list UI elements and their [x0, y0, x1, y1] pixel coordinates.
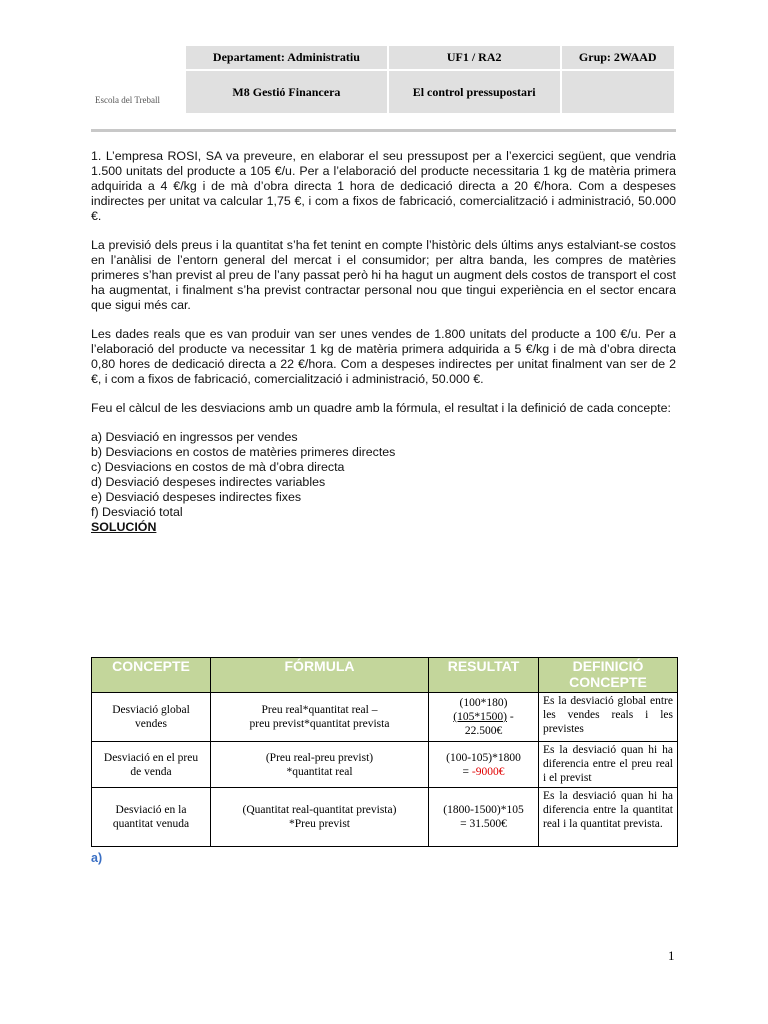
table-row	[92, 742, 678, 788]
header-department: Departament: Administratiu	[186, 46, 387, 69]
exercise-body	[91, 149, 676, 535]
column-header-definition: DEFINICIÓ CONCEPTE	[539, 658, 678, 693]
cell-definition: Es la desviació quan hi ha diferencia entre la quantitat real i la quantitat prevista.	[539, 788, 678, 847]
column-header-concept: CONCEPTE	[92, 658, 211, 693]
cell-definition: Es la desviació quan hi ha diferencia entre el preu real i el previst	[539, 742, 678, 788]
school-name: Escola del Treball	[95, 95, 160, 105]
list-item: f) Desviació total	[91, 505, 183, 519]
header-empty-cell	[562, 69, 674, 113]
deviation-table	[91, 657, 678, 847]
table-row	[92, 693, 678, 742]
cell-result: (100-105)*1800 = -9000€	[429, 742, 539, 788]
paragraph-actual-data: Les dades reals que es van produir van ser unes vendes de 1.800 unitats del producte a 100 €/u. Per a l’elaboració del producte va necessitar 1 kg de matèria primera adquirida a 5 €/kg i de mà d’obra directa 0,80 hores de dedicació directa a 22 €/hora. Com a despeses indirectes per unitat finalment van ser de 2 €, i com a fixos de fabricació, comercialització i administració, 50.000 €.	[91, 327, 676, 386]
list-item: b) Desviacions en costos de matèries primeres directes	[91, 445, 396, 459]
cell-formula: (Preu real-preu previst) *quantitat real	[211, 742, 429, 788]
list-item: d) Desviació despeses indirectes variables	[91, 475, 326, 489]
header-divider	[91, 129, 676, 132]
list-item: e) Desviació despeses indirectes fixes	[91, 490, 302, 504]
page-number: 1	[668, 948, 675, 963]
column-header-formula: FÓRMULA	[211, 658, 429, 693]
cell-concept: Desviació en el preu de venda	[92, 742, 211, 788]
header-unit: UF1 / RA2	[389, 46, 560, 69]
cell-definition: Es la desviació global entre les vendes reals i les previstes	[539, 693, 678, 742]
list-item: c) Desviacions en costos de mà d’obra directa	[91, 460, 345, 474]
paragraph-forecast: La previsió dels preus i la quantitat s’ha fet tenint en compte l’històric dels últims anys estalviant-se costos en l’anàlisi de l’entorn general del mercat i el consumidor; per altra banda, les compres de matèries primeres s’han previst al preu de l’any passat però hi ha hagut un augment dels costos de transport el cost ha augmentat, i finalment s’ha previst contractar personal nou que tingui experiència en el sector encara que sigui més car.	[91, 238, 676, 312]
cell-concept: Desviació en la quantitat venuda	[92, 788, 211, 847]
cell-result: (100*180) (105*1500) - 22.500€	[429, 693, 539, 742]
paragraph-statement: 1. L’empresa ROSI, SA va preveure, en elaborar el seu pressupost per a l’exercici següent, que vendria 1.500 unitats del producte a 105 €/u. Per a l’elaboració del producte necessitaria 1 kg de matèria primera adquirida a 4 €/kg i de mà d’obra directa 1 hora de dedicació directa a 20 €/hora. Com a despeses indirectes per unitat va calcular 1,75 €, i com a fixos de fabricació, comercialització i administració, 50.000 €.	[91, 149, 676, 223]
paragraph-instructions: Feu el càlcul de les desviacions amb un quadre amb la fórmula, el resultat i la definició de cada concepte:	[91, 401, 671, 415]
column-header-result: RESULTAT	[429, 658, 539, 693]
solution-heading: SOLUCIÓN	[91, 520, 157, 534]
cell-result: (1800-1500)*105 = 31.500€	[429, 788, 539, 847]
document-header	[184, 46, 676, 113]
cell-formula: Preu real*quantitat real – preu previst*quantitat prevista	[211, 693, 429, 742]
cell-concept: Desviació global vendes	[92, 693, 211, 742]
trailing-label: a)	[91, 851, 103, 865]
header-topic: El control pressupostari	[389, 69, 560, 113]
list-item: a) Desviació en ingressos per vendes	[91, 430, 298, 444]
cell-formula: (Quantitat real-quantitat prevista) *Preu previst	[211, 788, 429, 847]
header-group: Grup: 2WAAD	[562, 46, 674, 69]
table-row	[92, 788, 678, 847]
header-module: M8 Gestió Financera	[186, 69, 387, 113]
